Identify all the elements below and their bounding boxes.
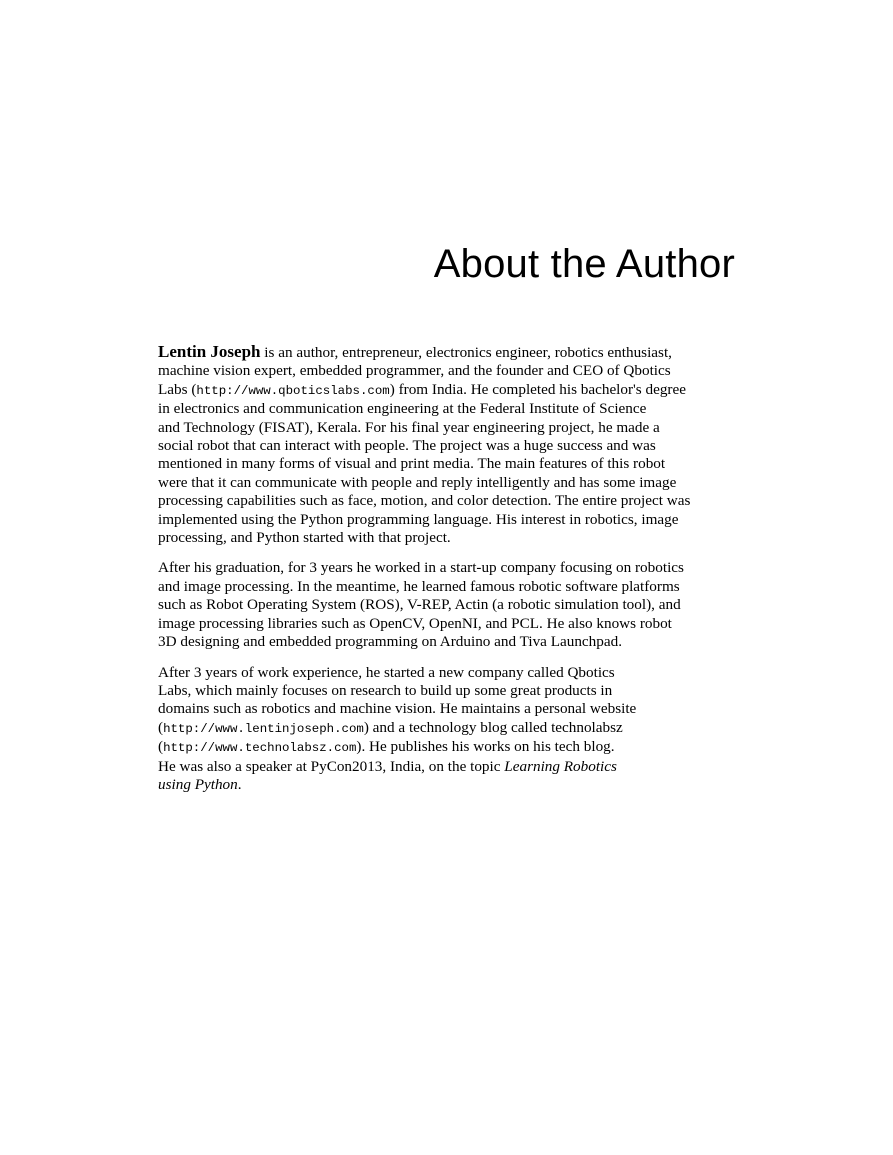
text-line xyxy=(158,776,738,794)
text-line xyxy=(158,343,738,362)
text-line: processing capabilities such as face, motion, and color detection. The entire project was xyxy=(158,492,691,510)
bio-paragraph-3 xyxy=(158,664,738,795)
page-title: About the Author xyxy=(433,242,735,286)
talk-title-continued: using Python xyxy=(158,775,238,793)
text-line: were that it can communicate with people and reply intelligently and has some image xyxy=(158,473,677,491)
text-run: He was also a speaker at PyCon2013, India, on the topic xyxy=(158,757,505,775)
text-line: machine vision expert, embedded programmer, and the founder and CEO of Qbotics xyxy=(158,362,671,380)
text-line: implemented using the Python programming language. His interest in robotics, image xyxy=(158,510,679,528)
text-line: image processing libraries such as OpenCV, OpenNI, and PCL. He also knows robot xyxy=(158,614,672,632)
author-bio xyxy=(158,343,738,806)
text-line: and Technology (FISAT), Kerala. For his final year engineering project, he made a xyxy=(158,418,660,436)
text-line: processing, and Python started with that project. xyxy=(158,529,451,547)
text-line xyxy=(158,758,738,776)
bio-paragraph-1 xyxy=(158,343,738,547)
author-name: Lentin Joseph xyxy=(158,342,261,361)
bio-paragraph-2 xyxy=(158,559,738,651)
text-line: After his graduation, for 3 years he worked in a start-up company focusing on robotics xyxy=(158,559,684,577)
lentinjoseph-url: http://www.lentinjoseph.com xyxy=(163,721,364,736)
text-run: ( xyxy=(158,738,164,756)
text-run: ) and a technology blog called technolabsz xyxy=(363,718,623,736)
text-line xyxy=(158,719,738,738)
text-run: ). He publishes his works on his tech blog. xyxy=(356,738,615,756)
text-line: and image processing. In the meantime, he learned famous robotic software platforms xyxy=(158,577,680,595)
text-line: 3D designing and embedded programming on Arduino and Tiva Launchpad. xyxy=(158,633,622,651)
qboticslabs-url: http://www.qboticslabs.com xyxy=(196,383,390,398)
technolabsz-url: http://www.technolabsz.com xyxy=(163,741,357,756)
text-line: in electronics and communication engineering at the Federal Institute of Science xyxy=(158,400,647,418)
text-run: is an author, entrepreneur, electronics engineer, robotics enthusiast, xyxy=(260,344,672,361)
text-run: ( xyxy=(158,718,164,736)
text-line xyxy=(158,738,738,757)
text-line: social robot that can interact with people. The project was a huge success and was xyxy=(158,437,656,455)
text-line xyxy=(158,381,738,400)
text-line: Labs, which mainly focuses on research to build up some great products in xyxy=(158,681,613,699)
text-run: . xyxy=(237,775,242,793)
text-run: ) from India. He completed his bachelor's degree xyxy=(389,380,686,398)
text-line: After 3 years of work experience, he started a new company called Qbotics xyxy=(158,663,615,681)
text-line: domains such as robotics and machine vision. He maintains a personal website xyxy=(158,700,637,718)
text-run: Labs ( xyxy=(158,380,197,398)
text-line: such as Robot Operating System (ROS), V-REP, Actin (a robotic simulation tool), and xyxy=(158,596,681,614)
talk-title: Learning Robotics xyxy=(504,757,617,775)
text-line: mentioned in many forms of visual and print media. The main features of this robot xyxy=(158,455,666,473)
